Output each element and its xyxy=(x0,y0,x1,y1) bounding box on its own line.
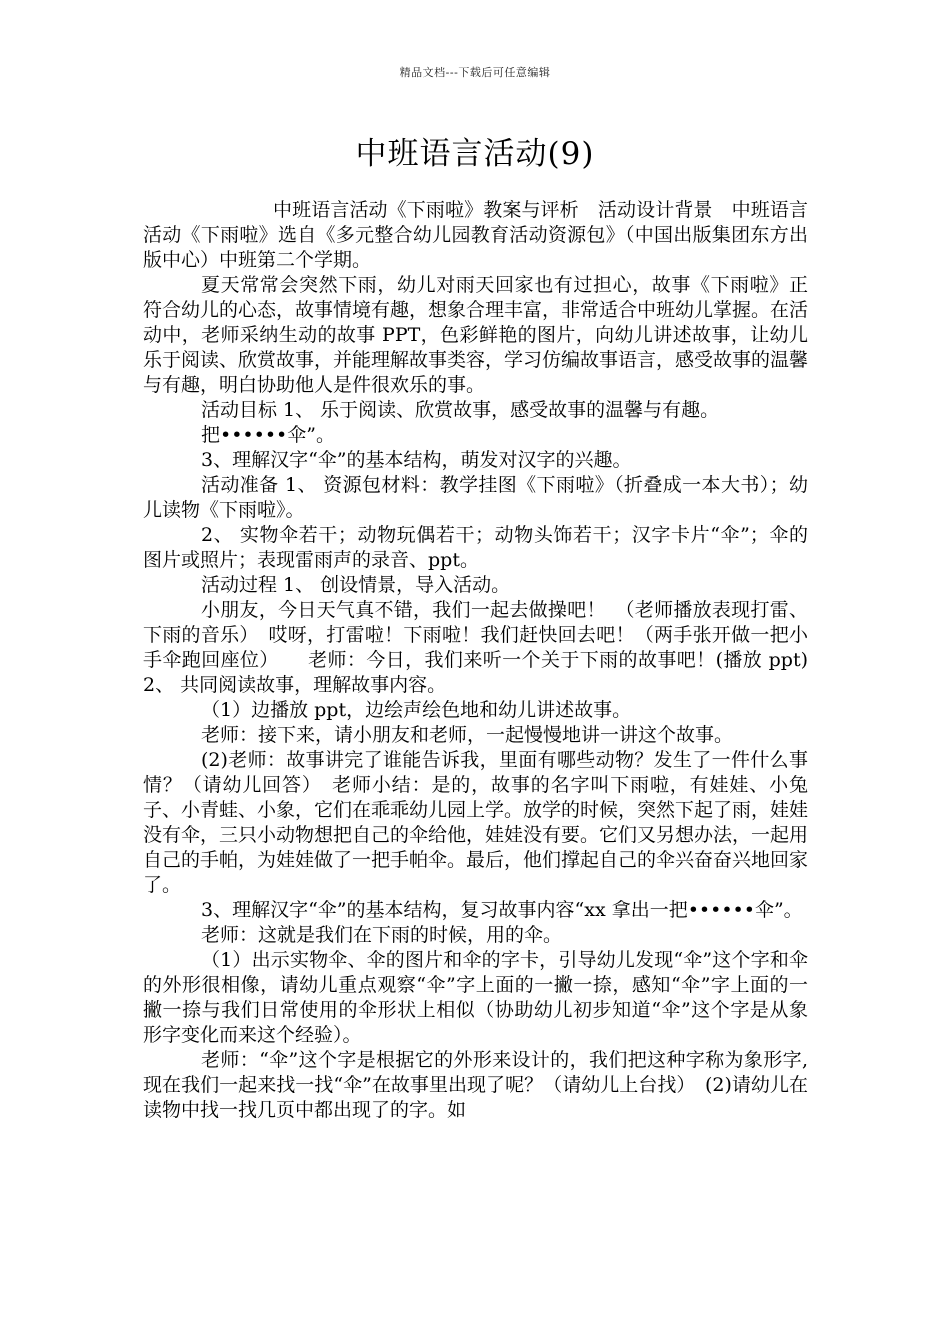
paragraph: 3、理解汉字“伞”的基本结构，复习故事内容“xx 拿出一把••••••伞”。 xyxy=(201,899,803,921)
document-body xyxy=(143,198,808,1123)
paragraph: （1）边播放 ppt，边绘声绘色地和幼儿讲述故事。 xyxy=(201,699,632,721)
document-title: 中班语言活动(9) xyxy=(355,136,595,172)
paragraph: 把••••••伞”。 xyxy=(201,424,335,446)
paragraph: 小朋友，今日天气真不错，我们一起去做操吧！ （老师播放表现打雷、下雨的音乐） 哎呀，打雷啦！下雨啦！我们赶快回去吧！（两手张开做一把小手伞跑回座位） 老师：今日，我们来听一个关于下雨的故事吧！(播放 ppt) 2、 共同阅读故事，理解故事内容。 xyxy=(143,599,808,696)
paragraph: 活动过程 1、 创设情景，导入活动。 xyxy=(201,574,511,596)
paragraph: 活动目标 1、 乐于阅读、欣赏故事，感受故事的温馨与有趣。 xyxy=(201,399,720,421)
paragraph: （1）出示实物伞、伞的图片和伞的字卡，引导幼儿发现“伞”这个字和伞的外形很相像，请幼儿重点观察“伞”字上面的一撇一捺，感知“伞”字上面的一撇一捺与我们日常使用的伞形状上相似（协助幼儿初步知道“伞”这个字是从象形字变化而来这个经验）。 xyxy=(143,949,808,1046)
paragraph: 夏天常常会突然下雨，幼儿对雨天回家也有过担心，故事《下雨啦》正符合幼儿的心态，故事情境有趣，想象合理丰富，非常适合中班幼儿掌握。在活动中，老师采纳生动的故事 PPT，色彩鲜艳的图片，向幼儿讲述故事，让幼儿乐于阅读、欣赏故事，并能理解故事类容，学习仿编故事语言，感受故事的温馨与有趣，明白协助他人是件很欢乐的事。 xyxy=(143,274,809,396)
paragraph: 2、 实物伞若干；动物玩偶若干；动物头饰若干；汉字卡片“伞”；伞的图片或照片；表现雷雨声的录音、ppt。 xyxy=(143,524,808,571)
paragraph: (2)老师：故事讲完了谁能告诉我，里面有哪些动物？发生了一件什么事情？（请幼儿回答） 老师小结：是的，故事的名字叫下雨啦，有娃娃、小兔子、小青蛙、小象，它们在乖乖幼儿园上学。放学的时候，突然下起了雨，娃娃没有伞，三只小动物想把自己的伞给他，娃娃没有要。它们又另想办法，一起用自己的手帕，为娃娃做了一把手帕伞。最后，他们撑起自己的伞兴奋奋兴地回家了。 xyxy=(143,749,809,896)
paragraph: 3、理解汉字“伞”的基本结构，萌发对汉字的兴趣。 xyxy=(201,449,632,471)
paragraph: 老师：“伞”这个字是根据它的外形来设计的，我们把这种字称为象形字,现在我们一起来找一找“伞”在故事里出现了呢？（请幼儿上台找） (2)请幼儿在读物中找一找几页中都出现了的字。如 xyxy=(143,1049,808,1121)
paragraph: 中班语言活动《下雨啦》教案与评析 活动设计背景 中班语言活动《下雨啦》选自《多元整合幼儿园教育活动资源包》（中国出版集团东方出版中心）中班第二个学期。 xyxy=(143,199,808,271)
page-header-note: 精品文档---下载后可任意编辑 xyxy=(399,66,551,79)
paragraph: 老师：接下来，请小朋友和老师，一起慢慢地讲一讲这个故事。 xyxy=(201,724,734,746)
paragraph: 活动准备 1、 资源包材料：教学挂图《下雨啦》（折叠成一本大书）；幼儿读物《下雨啦》。 xyxy=(143,474,808,521)
paragraph: 老师：这就是我们在下雨的时候，用的伞。 xyxy=(201,924,563,946)
